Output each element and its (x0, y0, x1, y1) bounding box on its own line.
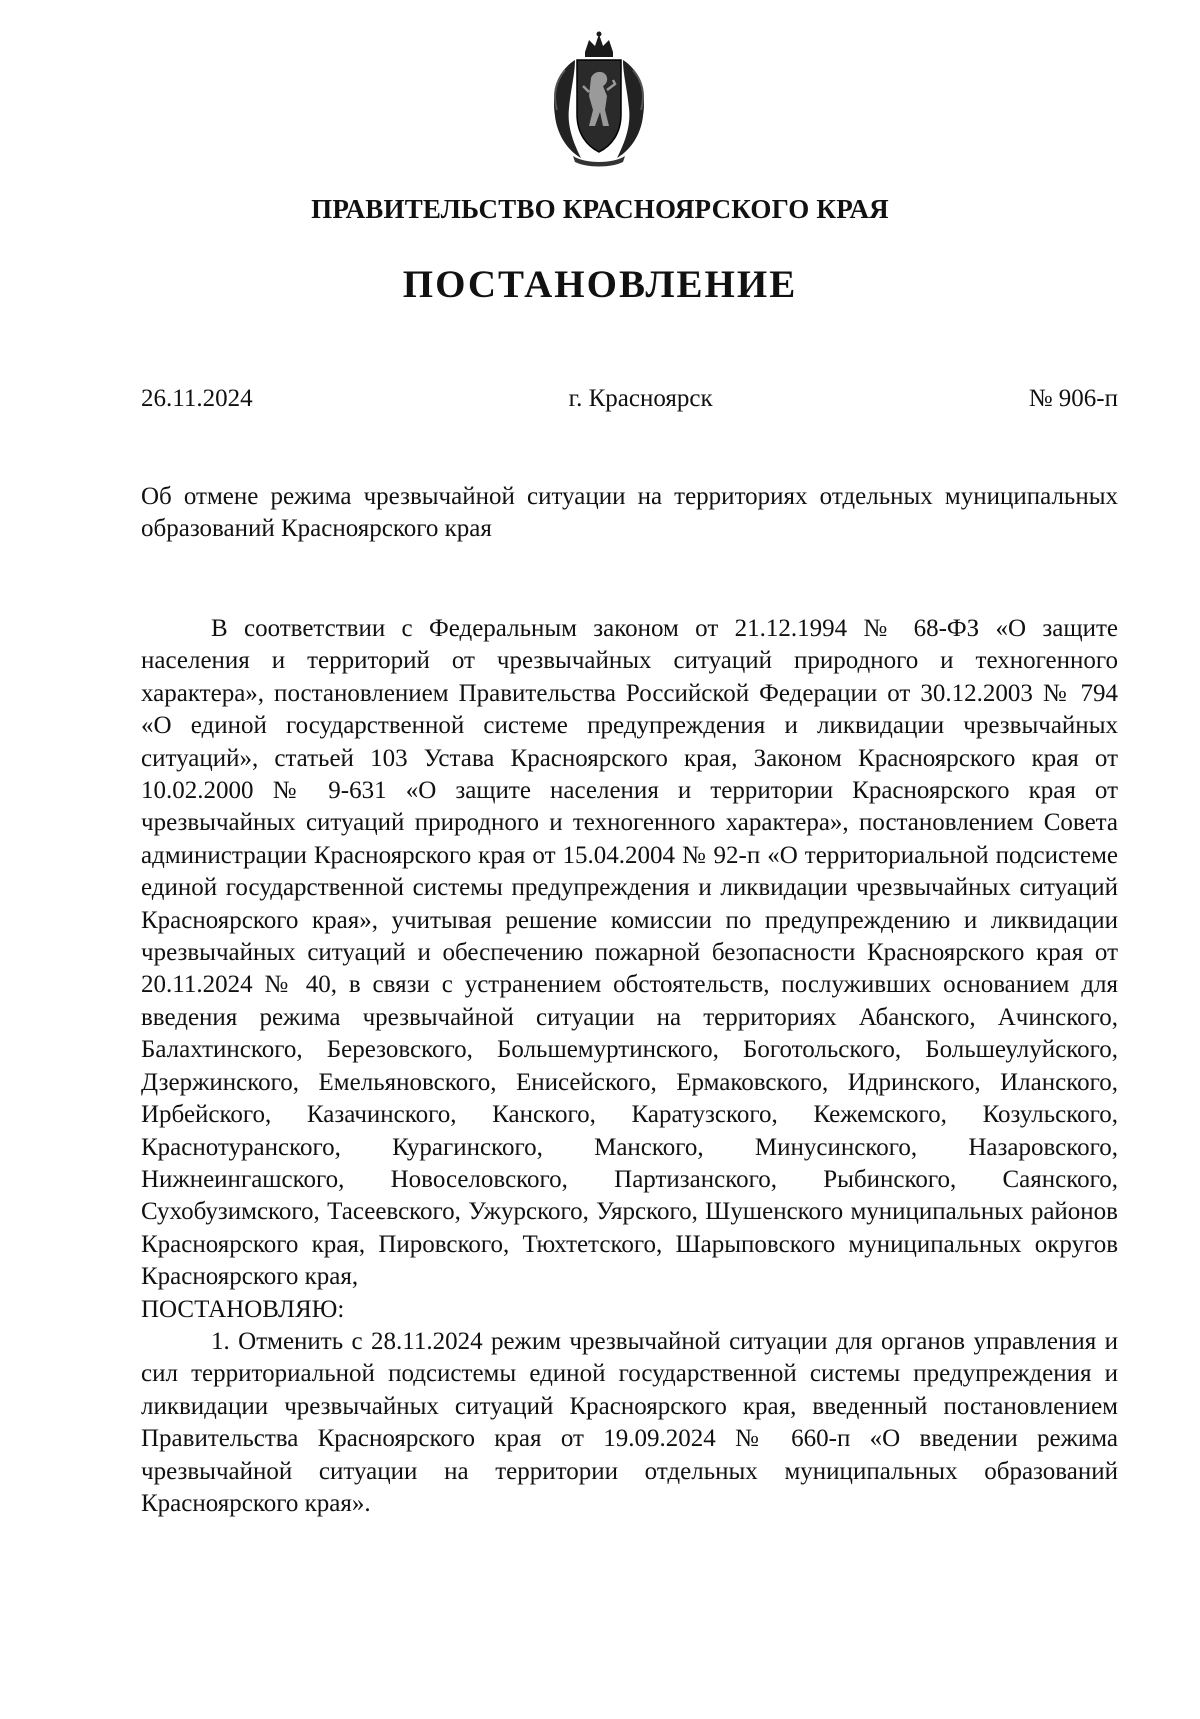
preamble-paragraph: В соответствии с Федеральным законом от 21.12.1994 № 68-ФЗ «О защите населения и территорий от чрезвычайных ситуаций природного и техногенного характера», постановлением Правительства Российской Федерации от 30.12.2003 № 794 «О единой государственной системе предупреждения и ликвидации чрезвычайных ситуаций», статьей 103 Устава Красноярского края, Законом Красноярского края от 10.02.2000 № 9-631 «О защите населения и территории Красноярского края от чрезвычайных ситуаций природного и техногенного характера», постановлением Совета администрации Красноярского края от 15.04.2004 № 92-п «О территориальной подсистеме единой государственной системы предупреждения и ликвидации чрезвычайных ситуаций Красноярского края», учитывая решение комиссии по предупреждению и ликвидации чрезвычайных ситуаций и обеспечению пожарной безопасности Красноярского края от 20.11.2024 № 40, в связи с устранением обстоятельств, послуживших основанием для введения режима чрезвычайной ситуации на территориях Абанского, Ачинского, Балахтинского, Березовского, Большемуртинского, Боготольского, Большеулуйского, Дзержинского, Емельяновского, Енисейского, Ермаковского, Идринского, Иланского, Ирбейского, Казачинского, Канского, Каратузского, Кежемского, Козульского, Краснотуранского, Курагинского, Манского, Минусинского, Назаровского, Нижнеингашского, Новоселовского, Партизанского, Рыбинского, Саянского, Сухобузимского, Тасеевского, Ужурского, Уярского, Шушенского муниципальных районов Красноярского края, Пировского, Тюхтетского, Шарыповского муниципальных округов Красноярского края, (141, 615, 1118, 1291)
decree-word: ПОСТАНОВЛЯЮ: (141, 1295, 345, 1323)
document-city: г. Красноярск (568, 385, 713, 412)
document-body (141, 613, 1118, 1520)
document-kind-title: ПОСТАНОВЛЕНИЕ (402, 263, 798, 306)
krasnoyarsk-coat-of-arms-emblem (545, 30, 653, 168)
government-title: ПРАВИТЕЛЬСТВО КРАСНОЯРСКОГО КРАЯ (311, 194, 889, 224)
document-date: 26.11.2024 (141, 385, 253, 412)
document-number: № 906-п (1028, 385, 1118, 412)
document-subject: Об отмене режима чрезвычайной ситуации на территориях отдельных муниципальных образований Красноярского края (141, 483, 1118, 542)
decree-item-1: 1. Отменить с 28.11.2024 режим чрезвычайной ситуации для органов управления и сил территориальной подсистемы единой государственной системы предупреждения и ликвидации чрезвычайных ситуаций Красноярского края, введенный постановлением Правительства Красноярского края от 19.09.2024 № 660-п «О введении режима чрезвычайной ситуации на территории отдельных муниципальных образований Красноярского края». (141, 1327, 1118, 1517)
document-meta-row (141, 385, 1118, 413)
